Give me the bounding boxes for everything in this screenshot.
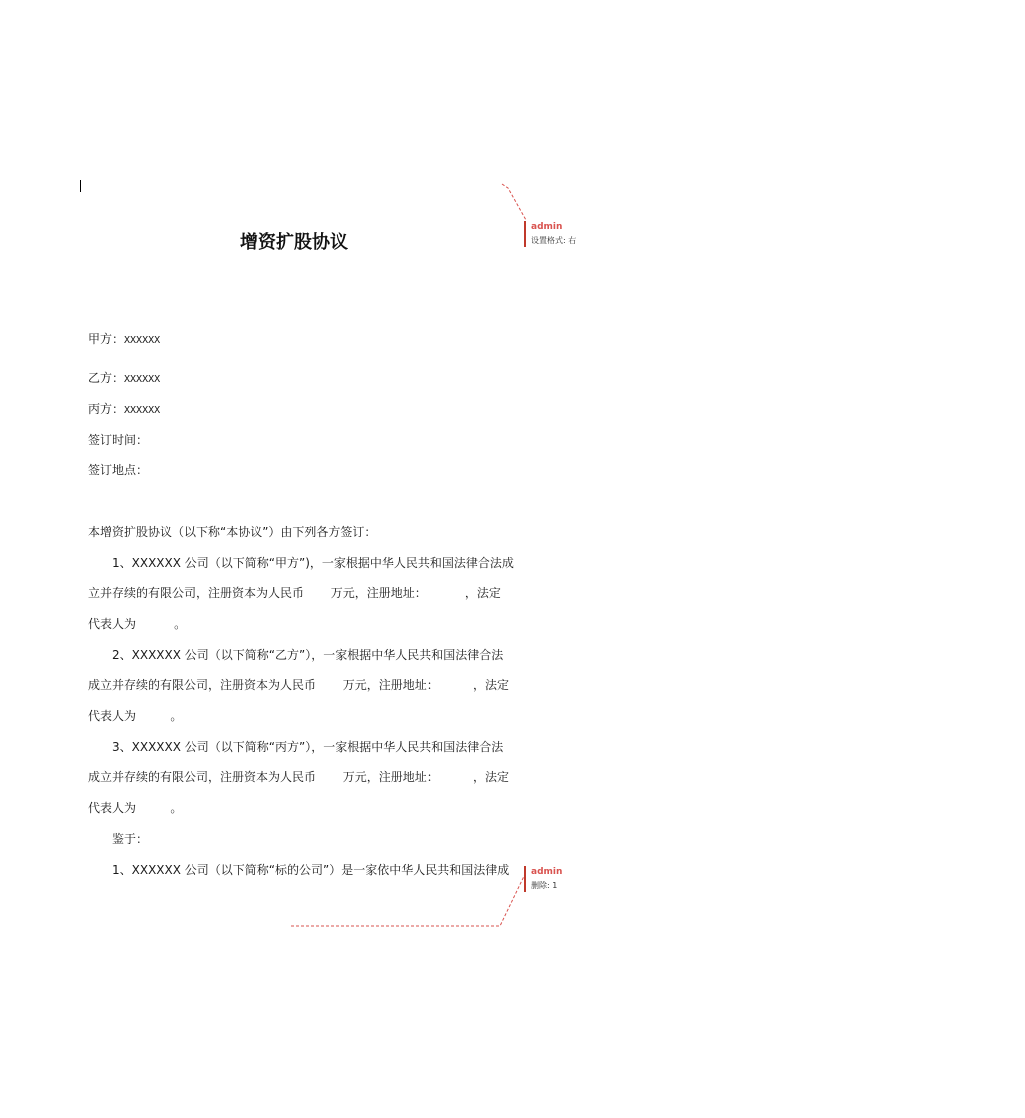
clause-3-line-2: 成立并存续的有限公司，注册资本为人民币 万元，注册地址： ，法定 <box>88 770 510 784</box>
clause-2-line-2: 成立并存续的有限公司，注册资本为人民币 万元，注册地址： ，法定 <box>88 678 510 692</box>
comment-text: 设置格式: 右 <box>531 236 577 245</box>
clause-2-line-3: 代表人为 。 <box>88 709 183 723</box>
document-title: 增资扩股协议 <box>240 232 348 253</box>
text-cursor <box>80 180 81 192</box>
party-c-label: 丙方： <box>88 402 125 416</box>
clause-1-line-1: 1、XXXXXX 公司（以下简称“甲方”)，一家根据中华人民共和国法律合法成 <box>112 556 514 570</box>
sign-place-label: 签订地点： <box>88 463 149 477</box>
party-c-line <box>88 401 160 419</box>
party-a-line <box>88 331 160 349</box>
party-a-label: 甲方： <box>88 332 125 346</box>
comment-connector-2 <box>291 872 526 926</box>
intro-paragraph: 本增资扩股协议（以下称“本协议”）由下列各方签订： <box>88 525 377 539</box>
whereas-item-1: 1、XXXXXX 公司（以下简称“标的公司”）是一家依中华人民共和国法律成 <box>112 863 510 877</box>
whereas-label: 鉴于： <box>112 832 149 846</box>
clause-3-line-1: 3、XXXXXX 公司（以下简称“丙方”），一家根据中华人民共和国法律合法 <box>112 740 504 754</box>
comment-connector-1 <box>502 184 526 220</box>
party-b-value: XXXXXX <box>124 374 161 385</box>
party-a-value: XXXXXX <box>124 335 161 346</box>
comment-author: admin <box>531 222 563 232</box>
clause-1-line-3: 代表人为 。 <box>88 617 187 631</box>
clause-3-line-3: 代表人为 。 <box>88 801 183 815</box>
clause-1-line-2: 立并存续的有限公司，注册资本为人民币 万元，注册地址： ，法定 <box>88 586 501 600</box>
comment-author: admin <box>531 867 563 877</box>
party-c-value: XXXXXX <box>124 405 161 416</box>
party-b-label: 乙方： <box>88 371 125 385</box>
clause-2-line-1: 2、XXXXXX 公司（以下简称“乙方”），一家根据中华人民共和国法律合法 <box>112 648 504 662</box>
comment-text: 删除: 1 <box>531 881 558 890</box>
comment-balloon[interactable] <box>524 866 562 892</box>
comment-balloon[interactable] <box>524 221 576 247</box>
sign-time-label: 签订时间： <box>88 433 149 447</box>
party-b-line <box>88 370 160 388</box>
